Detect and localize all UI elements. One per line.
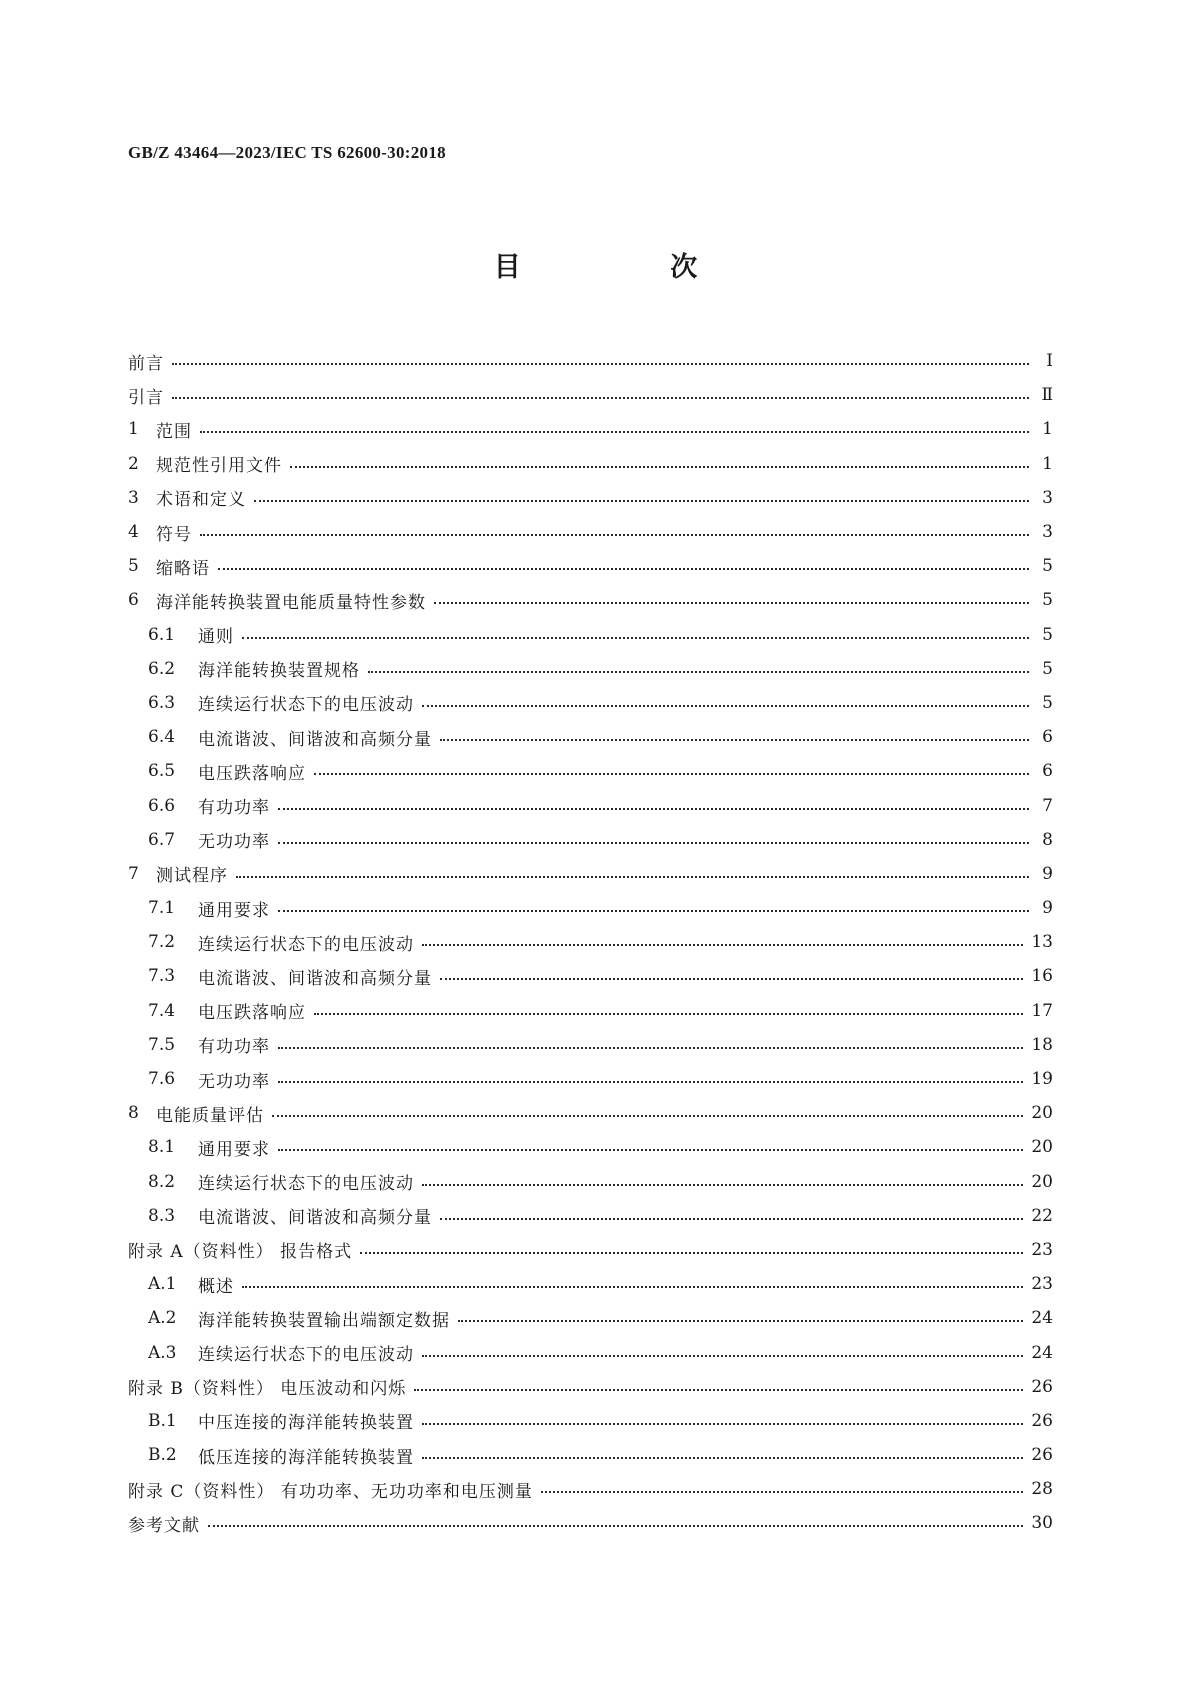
toc-entry-number: 7.2 bbox=[148, 932, 176, 953]
toc-entry[interactable] bbox=[128, 925, 1053, 959]
toc-entry-page: 5 bbox=[1042, 692, 1053, 713]
toc-entry-label: 附录 B（资料性） 电压波动和闪烁 bbox=[128, 1379, 407, 1400]
toc-entry-number: 8 bbox=[128, 1103, 139, 1124]
toc-dot-leader bbox=[422, 705, 1029, 707]
toc-entry-label: 有功功率 bbox=[198, 798, 270, 819]
toc-entry-label: 符号 bbox=[156, 524, 192, 545]
toc-entry[interactable] bbox=[128, 1165, 1053, 1199]
toc-entry-label: 海洋能转换装置电能质量特性参数 bbox=[156, 592, 426, 613]
toc-entry-number: 6.3 bbox=[148, 692, 176, 713]
toc-dot-leader bbox=[314, 1013, 1023, 1015]
toc-entry-label: 电流谐波、间谐波和高频分量 bbox=[198, 1208, 432, 1229]
toc-entry-page: 5 bbox=[1042, 590, 1053, 611]
toc-entry[interactable] bbox=[128, 720, 1053, 754]
table-of-contents bbox=[128, 344, 1053, 1541]
toc-entry[interactable] bbox=[128, 1028, 1053, 1062]
toc-entry-label: 连续运行状态下的电压波动 bbox=[198, 1345, 414, 1366]
toc-dot-leader bbox=[278, 1149, 1023, 1151]
toc-entry[interactable] bbox=[128, 378, 1053, 412]
toc-entry-number: 6.5 bbox=[148, 761, 176, 782]
toc-entry-page: 5 bbox=[1042, 658, 1053, 679]
toc-dot-leader bbox=[278, 842, 1029, 844]
toc-entry[interactable] bbox=[128, 1506, 1053, 1540]
toc-dot-leader bbox=[272, 1115, 1023, 1117]
toc-entry[interactable] bbox=[128, 652, 1053, 686]
toc-entry-number: A.3 bbox=[148, 1342, 177, 1363]
toc-entry-page: 5 bbox=[1042, 556, 1053, 577]
toc-entry-label: 电能质量评估 bbox=[156, 1105, 264, 1126]
toc-entry-label: 测试程序 bbox=[156, 866, 228, 887]
toc-entry[interactable] bbox=[128, 1404, 1053, 1438]
toc-dot-leader bbox=[368, 671, 1029, 673]
toc-dot-leader bbox=[200, 534, 1029, 536]
toc-entry[interactable] bbox=[128, 447, 1053, 481]
toc-entry[interactable] bbox=[128, 994, 1053, 1028]
toc-entry-page: Ⅱ bbox=[1041, 385, 1053, 406]
toc-entry-page: 5 bbox=[1042, 624, 1053, 645]
toc-entry[interactable] bbox=[128, 344, 1053, 378]
toc-dot-leader bbox=[422, 944, 1023, 946]
toc-entry-number: 7.5 bbox=[148, 1034, 176, 1055]
toc-entry-label: 无功功率 bbox=[198, 1071, 270, 1092]
toc-entry[interactable] bbox=[128, 481, 1053, 515]
toc-entry-page: 20 bbox=[1031, 1103, 1053, 1124]
toc-entry[interactable] bbox=[128, 857, 1053, 891]
toc-entry-label: 参考文献 bbox=[128, 1515, 200, 1536]
toc-entry-number: B.2 bbox=[148, 1445, 177, 1466]
toc-entry-number: 5 bbox=[128, 556, 139, 577]
toc-entry-page: 26 bbox=[1031, 1445, 1053, 1466]
toc-entry-label: 无功功率 bbox=[198, 832, 270, 853]
toc-entry-page: 23 bbox=[1031, 1274, 1053, 1295]
toc-entry[interactable] bbox=[128, 1062, 1053, 1096]
toc-entry-number: 6 bbox=[128, 590, 139, 611]
toc-entry-page: 1 bbox=[1042, 453, 1053, 474]
toc-entry-page: 23 bbox=[1031, 1239, 1053, 1260]
toc-entry-number: 1 bbox=[128, 419, 139, 440]
toc-entry-page: 3 bbox=[1042, 487, 1053, 508]
toc-entry[interactable] bbox=[128, 583, 1053, 617]
toc-dot-leader bbox=[422, 1355, 1023, 1357]
page-title: 目 次 bbox=[493, 252, 768, 283]
toc-entry-page: 26 bbox=[1031, 1410, 1053, 1431]
toc-dot-leader bbox=[242, 1286, 1023, 1288]
toc-entry-number: 7.3 bbox=[148, 966, 176, 987]
toc-entry-label: 引言 bbox=[128, 387, 164, 408]
toc-dot-leader bbox=[278, 1081, 1023, 1083]
toc-entry[interactable] bbox=[128, 1096, 1053, 1130]
toc-entry-page: 22 bbox=[1031, 1205, 1053, 1226]
toc-entry-number: 6.1 bbox=[148, 624, 176, 645]
toc-entry[interactable] bbox=[128, 412, 1053, 446]
toc-entry-page: 13 bbox=[1031, 932, 1053, 953]
toc-entry-label: 连续运行状态下的电压波动 bbox=[198, 934, 414, 955]
toc-entry-number: 4 bbox=[128, 522, 139, 543]
toc-entry-label: 通用要求 bbox=[198, 1139, 270, 1160]
toc-entry-number: 3 bbox=[128, 487, 139, 508]
toc-entry[interactable] bbox=[128, 788, 1053, 822]
toc-entry-number: A.1 bbox=[148, 1274, 177, 1295]
toc-entry-number: 7.6 bbox=[148, 1069, 176, 1090]
toc-entry-label: 通则 bbox=[198, 627, 234, 648]
toc-dot-leader bbox=[208, 1525, 1023, 1527]
toc-entry-number: 8.2 bbox=[148, 1171, 176, 1192]
toc-entry[interactable] bbox=[128, 1130, 1053, 1164]
toc-entry-page: 18 bbox=[1031, 1034, 1053, 1055]
toc-entry-number: 2 bbox=[128, 453, 139, 474]
toc-entry-number: 7.4 bbox=[148, 1000, 176, 1021]
toc-dot-leader bbox=[440, 978, 1023, 980]
toc-entry[interactable] bbox=[128, 1199, 1053, 1233]
toc-entry-page: 6 bbox=[1042, 727, 1053, 748]
toc-entry[interactable] bbox=[128, 1267, 1053, 1301]
toc-entry-label: 海洋能转换装置规格 bbox=[198, 661, 360, 682]
toc-dot-leader bbox=[242, 637, 1029, 639]
toc-entry-page: 20 bbox=[1031, 1171, 1053, 1192]
toc-entry-label: 电压跌落响应 bbox=[198, 1003, 306, 1024]
toc-entry-page: Ⅰ bbox=[1046, 351, 1053, 372]
toc-entry-number: 6.6 bbox=[148, 795, 176, 816]
toc-entry-label: 术语和定义 bbox=[156, 490, 246, 511]
toc-dot-leader bbox=[458, 1320, 1023, 1322]
toc-entry[interactable] bbox=[128, 1472, 1053, 1506]
toc-entry-page: 6 bbox=[1042, 761, 1053, 782]
toc-dot-leader bbox=[434, 602, 1029, 604]
toc-entry[interactable] bbox=[128, 959, 1053, 993]
toc-entry[interactable] bbox=[128, 686, 1053, 720]
toc-entry[interactable] bbox=[128, 515, 1053, 549]
toc-entry-page: 30 bbox=[1031, 1513, 1053, 1534]
toc-entry-page: 7 bbox=[1042, 795, 1053, 816]
toc-entry-label: 海洋能转换装置输出端额定数据 bbox=[198, 1310, 450, 1331]
toc-dot-leader bbox=[278, 910, 1029, 912]
toc-entry[interactable] bbox=[128, 891, 1053, 925]
toc-dot-leader bbox=[440, 739, 1029, 741]
toc-entry[interactable] bbox=[128, 823, 1053, 857]
toc-entry-page: 9 bbox=[1042, 898, 1053, 919]
toc-entry-number: 7 bbox=[128, 863, 139, 884]
toc-entry-page: 16 bbox=[1031, 966, 1053, 987]
toc-dot-leader bbox=[278, 1047, 1023, 1049]
toc-entry[interactable] bbox=[128, 754, 1053, 788]
toc-entry-number: A.2 bbox=[148, 1308, 177, 1329]
toc-entry-page: 24 bbox=[1031, 1342, 1053, 1363]
toc-entry-label: 缩略语 bbox=[156, 558, 210, 579]
toc-dot-leader bbox=[172, 363, 1029, 365]
toc-entry-page: 28 bbox=[1031, 1479, 1053, 1500]
toc-entry-label: 连续运行状态下的电压波动 bbox=[198, 1174, 414, 1195]
toc-entry-number: 8.3 bbox=[148, 1205, 176, 1226]
toc-dot-leader bbox=[172, 397, 1029, 399]
toc-entry[interactable] bbox=[128, 1370, 1053, 1404]
toc-dot-leader bbox=[422, 1423, 1023, 1425]
toc-entry-label: 电压跌落响应 bbox=[198, 763, 306, 784]
toc-entry-number: 6.4 bbox=[148, 727, 176, 748]
toc-entry-label: 电流谐波、间谐波和高频分量 bbox=[198, 968, 432, 989]
toc-entry-label: 附录 A（资料性） 报告格式 bbox=[128, 1242, 353, 1263]
toc-entry-number: 8.1 bbox=[148, 1137, 176, 1158]
toc-entry-page: 19 bbox=[1031, 1069, 1053, 1090]
toc-entry-number: 7.1 bbox=[148, 898, 176, 919]
toc-dot-leader bbox=[218, 568, 1029, 570]
toc-entry[interactable] bbox=[128, 1335, 1053, 1369]
toc-entry[interactable] bbox=[128, 1301, 1053, 1335]
toc-dot-leader bbox=[360, 1252, 1023, 1254]
toc-dot-leader bbox=[200, 431, 1029, 433]
toc-dot-leader bbox=[314, 773, 1029, 775]
toc-entry-label: 连续运行状态下的电压波动 bbox=[198, 695, 414, 716]
toc-entry-label: 低压连接的海洋能转换装置 bbox=[198, 1447, 414, 1468]
toc-entry-label: 规范性引用文件 bbox=[156, 456, 282, 477]
toc-entry-label: 中压连接的海洋能转换装置 bbox=[198, 1413, 414, 1434]
toc-entry-number: B.1 bbox=[148, 1410, 177, 1431]
toc-entry-label: 概述 bbox=[198, 1276, 234, 1297]
toc-dot-leader bbox=[414, 1389, 1023, 1391]
toc-entry-label: 附录 C（资料性） 有功功率、无功功率和电压测量 bbox=[128, 1481, 533, 1502]
toc-entry-page: 3 bbox=[1042, 522, 1053, 543]
toc-entry-page: 20 bbox=[1031, 1137, 1053, 1158]
standard-code: GB/Z 43464—2023/IEC TS 62600-30:2018 bbox=[128, 143, 446, 162]
toc-dot-leader bbox=[278, 808, 1029, 810]
toc-dot-leader bbox=[236, 876, 1029, 878]
toc-entry-label: 有功功率 bbox=[198, 1037, 270, 1058]
toc-dot-leader bbox=[422, 1457, 1023, 1459]
toc-entry-page: 1 bbox=[1042, 419, 1053, 440]
toc-dot-leader bbox=[254, 500, 1029, 502]
toc-entry-label: 前言 bbox=[128, 353, 164, 374]
toc-entry-page: 24 bbox=[1031, 1308, 1053, 1329]
toc-entry-label: 电流谐波、间谐波和高频分量 bbox=[198, 729, 432, 750]
toc-dot-leader bbox=[440, 1218, 1023, 1220]
toc-entry-page: 26 bbox=[1031, 1376, 1053, 1397]
toc-entry[interactable] bbox=[128, 618, 1053, 652]
toc-dot-leader bbox=[290, 466, 1029, 468]
toc-entry-number: 6.7 bbox=[148, 829, 176, 850]
toc-entry-number: 6.2 bbox=[148, 658, 176, 679]
toc-entry[interactable] bbox=[128, 1233, 1053, 1267]
toc-dot-leader bbox=[541, 1491, 1024, 1493]
toc-entry-page: 9 bbox=[1042, 863, 1053, 884]
toc-entry[interactable] bbox=[128, 1438, 1053, 1472]
toc-entry-label: 通用要求 bbox=[198, 900, 270, 921]
toc-entry-page: 8 bbox=[1042, 829, 1053, 850]
toc-dot-leader bbox=[422, 1184, 1023, 1186]
toc-entry-page: 17 bbox=[1031, 1000, 1053, 1021]
toc-entry[interactable] bbox=[128, 549, 1053, 583]
toc-entry-label: 范围 bbox=[156, 421, 192, 442]
